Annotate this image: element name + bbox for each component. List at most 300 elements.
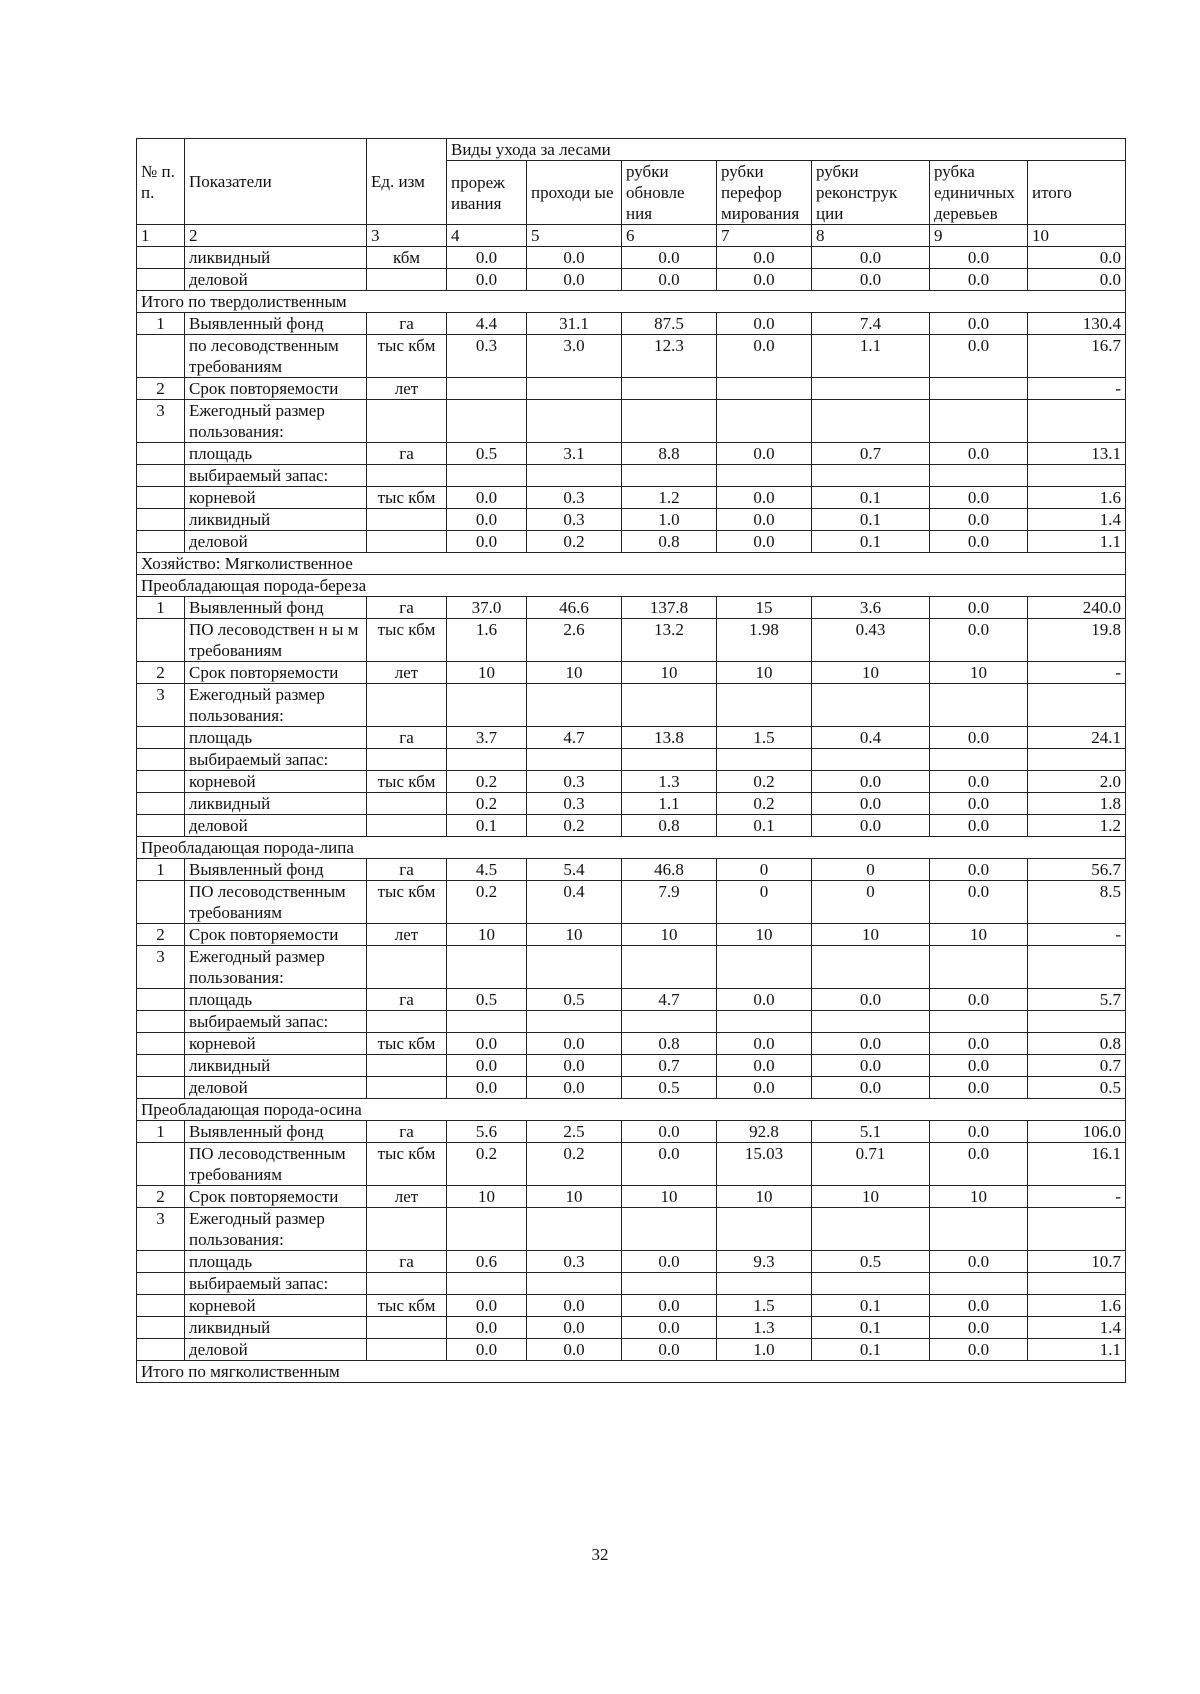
unit-cell (367, 749, 447, 771)
value-cell: 3.1 (527, 443, 622, 465)
value-cell: 0 (812, 881, 930, 924)
indicator-name: ликвидный (185, 793, 367, 815)
value-cell (930, 684, 1028, 727)
value-cell: 2.5 (527, 1121, 622, 1143)
value-cell: 0.3 (527, 1251, 622, 1273)
unit-cell: га (367, 313, 447, 335)
value-cell: 87.5 (622, 313, 717, 335)
value-cell: 0.0 (622, 1121, 717, 1143)
indicator-name: ПО лесоводственным требованиям (185, 1143, 367, 1186)
table-row (137, 946, 1126, 989)
value-cell: 0.5 (527, 989, 622, 1011)
section-title: Преобладающая порода-береза (137, 575, 1126, 597)
value-cell: 0.0 (930, 1317, 1028, 1339)
value-cell: 0.0 (930, 1251, 1028, 1273)
value-cell (717, 465, 812, 487)
value-cell: 1.0 (622, 509, 717, 531)
row-number (137, 509, 185, 531)
value-cell: 240.0 (1028, 597, 1126, 619)
value-cell: 10 (717, 1186, 812, 1208)
value-cell: 10 (447, 924, 527, 946)
value-cell: 10 (447, 1186, 527, 1208)
value-cell: 0.1 (812, 1317, 930, 1339)
table-row (137, 1186, 1126, 1208)
value-cell: 1.5 (717, 727, 812, 749)
value-cell (812, 749, 930, 771)
unit-cell (367, 400, 447, 443)
unit-cell: лет (367, 924, 447, 946)
unit-cell (367, 1339, 447, 1361)
section-row (137, 1099, 1126, 1121)
value-cell: 0.0 (812, 793, 930, 815)
indicator-name: Срок повторяемости (185, 378, 367, 400)
unit-cell: тыс кбм (367, 619, 447, 662)
value-cell: 0.8 (622, 531, 717, 553)
value-cell: - (1028, 662, 1126, 684)
value-cell (622, 1208, 717, 1251)
value-cell (622, 684, 717, 727)
value-cell: 5.1 (812, 1121, 930, 1143)
value-cell: 0.0 (930, 247, 1028, 269)
row-number (137, 749, 185, 771)
forest-care-table (136, 138, 1126, 1383)
row-number: 1 (137, 597, 185, 619)
value-cell: 0.0 (527, 269, 622, 291)
value-cell: 0.5 (447, 443, 527, 465)
value-cell (812, 1273, 930, 1295)
value-cell: 0.8 (622, 815, 717, 837)
row-number: 1 (137, 313, 185, 335)
table-row (137, 597, 1126, 619)
value-cell: 0.0 (930, 1055, 1028, 1077)
value-cell (527, 465, 622, 487)
indicator-name: корневой (185, 1033, 367, 1055)
value-cell (717, 1011, 812, 1033)
unit-cell (367, 1011, 447, 1033)
value-cell: 0.3 (527, 509, 622, 531)
unit-cell: га (367, 989, 447, 1011)
header-col-thinning: прореж ивания (447, 161, 527, 225)
unit-cell (367, 815, 447, 837)
value-cell: 0.2 (447, 881, 527, 924)
value-cell: - (1028, 378, 1126, 400)
row-number (137, 771, 185, 793)
value-cell: 0.2 (447, 771, 527, 793)
value-cell: 10 (447, 662, 527, 684)
value-cell: 0.6 (447, 1251, 527, 1273)
value-cell: 7.4 (812, 313, 930, 335)
value-cell: 0.1 (812, 531, 930, 553)
value-cell (447, 378, 527, 400)
value-cell: 0.0 (930, 335, 1028, 378)
table-row (137, 1077, 1126, 1099)
value-cell: 15 (717, 597, 812, 619)
value-cell: 0.0 (447, 1077, 527, 1099)
table-row (137, 335, 1126, 378)
value-cell: 0.0 (1028, 269, 1126, 291)
value-cell: 0.0 (447, 1055, 527, 1077)
value-cell: 31.1 (527, 313, 622, 335)
table-row (137, 531, 1126, 553)
value-cell: 0.3 (447, 335, 527, 378)
indicator-name: Выявленный фонд (185, 1121, 367, 1143)
value-cell (930, 1011, 1028, 1033)
value-cell: 0.0 (717, 989, 812, 1011)
value-cell: 0.4 (812, 727, 930, 749)
value-cell (1028, 946, 1126, 989)
value-cell: 1.2 (622, 487, 717, 509)
value-cell: 37.0 (447, 597, 527, 619)
value-cell (622, 1011, 717, 1033)
value-cell (812, 400, 930, 443)
unit-cell (367, 1317, 447, 1339)
value-cell (527, 378, 622, 400)
value-cell: 0.2 (447, 1143, 527, 1186)
table-body (137, 247, 1126, 1383)
value-cell (527, 1011, 622, 1033)
table-row (137, 727, 1126, 749)
value-cell (1028, 465, 1126, 487)
indicator-name: Выявленный фонд (185, 313, 367, 335)
value-cell: - (1028, 1186, 1126, 1208)
value-cell (930, 946, 1028, 989)
table-row (137, 1033, 1126, 1055)
indicator-name: выбираемый запас: (185, 749, 367, 771)
header-group-title: Виды ухода за лесами (447, 139, 1126, 161)
table-row (137, 465, 1126, 487)
section-title: Итого по мягколиственным (137, 1361, 1126, 1383)
row-number (137, 1011, 185, 1033)
value-cell: 0.2 (717, 793, 812, 815)
indicator-name: площадь (185, 1251, 367, 1273)
value-cell: 0.3 (527, 487, 622, 509)
value-cell: 0.0 (622, 1295, 717, 1317)
value-cell: 0.0 (930, 1077, 1028, 1099)
row-number (137, 465, 185, 487)
value-cell: 10.7 (1028, 1251, 1126, 1273)
row-number (137, 1273, 185, 1295)
value-cell: 1.1 (812, 335, 930, 378)
col-number: 7 (717, 225, 812, 247)
value-cell: 10 (622, 662, 717, 684)
value-cell: 3.7 (447, 727, 527, 749)
table-row (137, 684, 1126, 727)
value-cell: 0.1 (812, 509, 930, 531)
row-number (137, 487, 185, 509)
value-cell: 0.0 (717, 509, 812, 531)
value-cell: 0.0 (622, 269, 717, 291)
value-cell (527, 946, 622, 989)
row-number: 2 (137, 1186, 185, 1208)
table-row (137, 1251, 1126, 1273)
value-cell: 0.0 (447, 1339, 527, 1361)
unit-cell (367, 684, 447, 727)
table-row (137, 443, 1126, 465)
value-cell (717, 946, 812, 989)
value-cell: 0.5 (812, 1251, 930, 1273)
unit-cell (367, 946, 447, 989)
value-cell (930, 400, 1028, 443)
row-number (137, 335, 185, 378)
indicator-name: по лесоводственным требованиям (185, 335, 367, 378)
value-cell: 3.0 (527, 335, 622, 378)
table-row (137, 1121, 1126, 1143)
value-cell: 4.5 (447, 859, 527, 881)
value-cell (622, 378, 717, 400)
value-cell (717, 1208, 812, 1251)
value-cell: 0.1 (812, 1339, 930, 1361)
value-cell: 16.7 (1028, 335, 1126, 378)
value-cell: 9.3 (717, 1251, 812, 1273)
value-cell: 0.0 (930, 509, 1028, 531)
unit-cell: га (367, 859, 447, 881)
value-cell (1028, 1208, 1126, 1251)
value-cell: 0.0 (930, 815, 1028, 837)
value-cell: 5.6 (447, 1121, 527, 1143)
indicator-name: Ежегодный размер пользования: (185, 946, 367, 989)
unit-cell: лет (367, 378, 447, 400)
value-cell: 0 (717, 881, 812, 924)
value-cell: 0.2 (527, 815, 622, 837)
value-cell: 1.8 (1028, 793, 1126, 815)
row-number: 1 (137, 1121, 185, 1143)
value-cell (1028, 684, 1126, 727)
table-row (137, 487, 1126, 509)
row-number: 2 (137, 924, 185, 946)
value-cell: 0.0 (930, 1121, 1028, 1143)
value-cell: 0.7 (1028, 1055, 1126, 1077)
indicator-name: корневой (185, 771, 367, 793)
value-cell (1028, 400, 1126, 443)
value-cell: 0.0 (717, 487, 812, 509)
row-number (137, 1033, 185, 1055)
value-cell: 0.0 (717, 531, 812, 553)
unit-cell: тыс кбм (367, 1295, 447, 1317)
value-cell: 0.0 (447, 1033, 527, 1055)
value-cell: 0.71 (812, 1143, 930, 1186)
table-row (137, 313, 1126, 335)
page-number: 32 (591, 1545, 609, 1564)
value-cell: 7.9 (622, 881, 717, 924)
value-cell: 1.2 (1028, 815, 1126, 837)
table-row (137, 247, 1126, 269)
unit-cell: га (367, 727, 447, 749)
row-number (137, 1339, 185, 1361)
unit-cell: лет (367, 662, 447, 684)
value-cell: 1.6 (1028, 487, 1126, 509)
value-cell: 1.98 (717, 619, 812, 662)
value-cell: 4.7 (622, 989, 717, 1011)
value-cell: 0.0 (447, 487, 527, 509)
unit-cell (367, 465, 447, 487)
value-cell (930, 1208, 1028, 1251)
indicator-name: Ежегодный размер пользования: (185, 684, 367, 727)
value-cell: 1.1 (1028, 1339, 1126, 1361)
table-row (137, 771, 1126, 793)
value-cell (930, 378, 1028, 400)
value-cell (812, 378, 930, 400)
unit-cell: га (367, 1251, 447, 1273)
value-cell (622, 400, 717, 443)
indicator-name: ликвидный (185, 509, 367, 531)
indicator-name: корневой (185, 487, 367, 509)
row-number: 3 (137, 1208, 185, 1251)
value-cell: 0.0 (930, 771, 1028, 793)
value-cell: 16.1 (1028, 1143, 1126, 1186)
value-cell: 130.4 (1028, 313, 1126, 335)
value-cell (527, 400, 622, 443)
indicator-name: выбираемый запас: (185, 1273, 367, 1295)
indicator-name: Ежегодный размер пользования: (185, 400, 367, 443)
section-row (137, 291, 1126, 313)
row-number: 2 (137, 662, 185, 684)
value-cell (717, 378, 812, 400)
value-cell: 0.0 (812, 771, 930, 793)
value-cell: 0.0 (447, 1317, 527, 1339)
value-cell (622, 1273, 717, 1295)
value-cell: 46.6 (527, 597, 622, 619)
value-cell: 0.2 (447, 793, 527, 815)
value-cell (717, 1273, 812, 1295)
row-number (137, 881, 185, 924)
table-row (137, 1339, 1126, 1361)
table-row (137, 859, 1126, 881)
unit-cell (367, 269, 447, 291)
section-title: Преобладающая порода-осина (137, 1099, 1126, 1121)
header-col-passage: проходи ые (527, 161, 622, 225)
value-cell: 1.1 (622, 793, 717, 815)
value-cell: 0.0 (527, 1033, 622, 1055)
value-cell: 0.0 (1028, 247, 1126, 269)
value-cell: 0.0 (812, 1033, 930, 1055)
value-cell: 0.5 (1028, 1077, 1126, 1099)
value-cell (622, 749, 717, 771)
section-row (137, 837, 1126, 859)
value-cell: 0.8 (622, 1033, 717, 1055)
header-col-renewal: рубки обновле ния (622, 161, 717, 225)
value-cell: 0.3 (527, 771, 622, 793)
value-cell: 0.7 (812, 443, 930, 465)
row-number (137, 247, 185, 269)
value-cell: 0.0 (930, 881, 1028, 924)
indicator-name: Срок повторяемости (185, 924, 367, 946)
value-cell: 0.0 (717, 1077, 812, 1099)
value-cell: 0.1 (812, 1295, 930, 1317)
value-cell: 10 (717, 662, 812, 684)
value-cell: 1.6 (1028, 1295, 1126, 1317)
value-cell: 0.5 (447, 989, 527, 1011)
value-cell: 2.0 (1028, 771, 1126, 793)
row-number: 2 (137, 378, 185, 400)
value-cell: 4.7 (527, 727, 622, 749)
header-col-reformation: рубки перефор мирования (717, 161, 812, 225)
section-title: Хозяйство: Мягколиственное (137, 553, 1126, 575)
value-cell: 0.0 (930, 1295, 1028, 1317)
header-numbers-row (137, 225, 1126, 247)
indicator-name: деловой (185, 815, 367, 837)
unit-cell: тыс кбм (367, 487, 447, 509)
value-cell: 0.0 (447, 509, 527, 531)
value-cell: 13.2 (622, 619, 717, 662)
value-cell (812, 946, 930, 989)
row-number: 3 (137, 400, 185, 443)
unit-cell: лет (367, 1186, 447, 1208)
col-number: 10 (1028, 225, 1126, 247)
value-cell: 1.4 (1028, 1317, 1126, 1339)
table-row (137, 989, 1126, 1011)
value-cell (447, 1273, 527, 1295)
table-header (137, 139, 1126, 247)
value-cell: 13.1 (1028, 443, 1126, 465)
value-cell: 56.7 (1028, 859, 1126, 881)
value-cell: 1.0 (717, 1339, 812, 1361)
indicator-name: Срок повторяемости (185, 662, 367, 684)
indicator-name: ПО лесоводствен н ы м требованиям (185, 619, 367, 662)
value-cell: 1.1 (1028, 531, 1126, 553)
value-cell: 106.0 (1028, 1121, 1126, 1143)
value-cell: 10 (812, 662, 930, 684)
unit-cell (367, 1273, 447, 1295)
value-cell (930, 1273, 1028, 1295)
value-cell: 0.3 (527, 793, 622, 815)
value-cell: 0.1 (717, 815, 812, 837)
row-number (137, 989, 185, 1011)
indicator-name: ликвидный (185, 247, 367, 269)
value-cell: 0.0 (812, 1055, 930, 1077)
value-cell: 0.1 (447, 815, 527, 837)
row-number (137, 793, 185, 815)
value-cell: 10 (812, 1186, 930, 1208)
value-cell (812, 684, 930, 727)
value-cell: 0.0 (527, 1339, 622, 1361)
indicator-name: Выявленный фонд (185, 859, 367, 881)
header-col-unit: Ед. изм (367, 139, 447, 225)
indicator-name: площадь (185, 443, 367, 465)
indicator-name: деловой (185, 1339, 367, 1361)
table-row (137, 619, 1126, 662)
value-cell: 0.0 (447, 1295, 527, 1317)
value-cell: 0.0 (447, 269, 527, 291)
value-cell: 0.0 (930, 313, 1028, 335)
value-cell: 0.2 (717, 771, 812, 793)
value-cell: 0.0 (717, 313, 812, 335)
unit-cell: тыс кбм (367, 881, 447, 924)
unit-cell: тыс кбм (367, 1033, 447, 1055)
value-cell: 1.6 (447, 619, 527, 662)
value-cell: 0.0 (717, 1033, 812, 1055)
value-cell: 0.0 (527, 1077, 622, 1099)
table-row (137, 269, 1126, 291)
table-row (137, 749, 1126, 771)
value-cell: 0.0 (812, 247, 930, 269)
value-cell: 0.0 (812, 269, 930, 291)
value-cell: 10 (930, 924, 1028, 946)
value-cell: 8.5 (1028, 881, 1126, 924)
value-cell: 10 (717, 924, 812, 946)
indicator-name: деловой (185, 531, 367, 553)
row-number (137, 727, 185, 749)
value-cell: 0.0 (527, 1295, 622, 1317)
value-cell: 0.0 (717, 443, 812, 465)
col-number: 5 (527, 225, 622, 247)
value-cell: 3.6 (812, 597, 930, 619)
value-cell: 0.4 (527, 881, 622, 924)
value-cell: 8.8 (622, 443, 717, 465)
value-cell (527, 1208, 622, 1251)
value-cell: 0.0 (930, 1033, 1028, 1055)
table-row (137, 400, 1126, 443)
indicator-name: Ежегодный размер пользования: (185, 1208, 367, 1251)
